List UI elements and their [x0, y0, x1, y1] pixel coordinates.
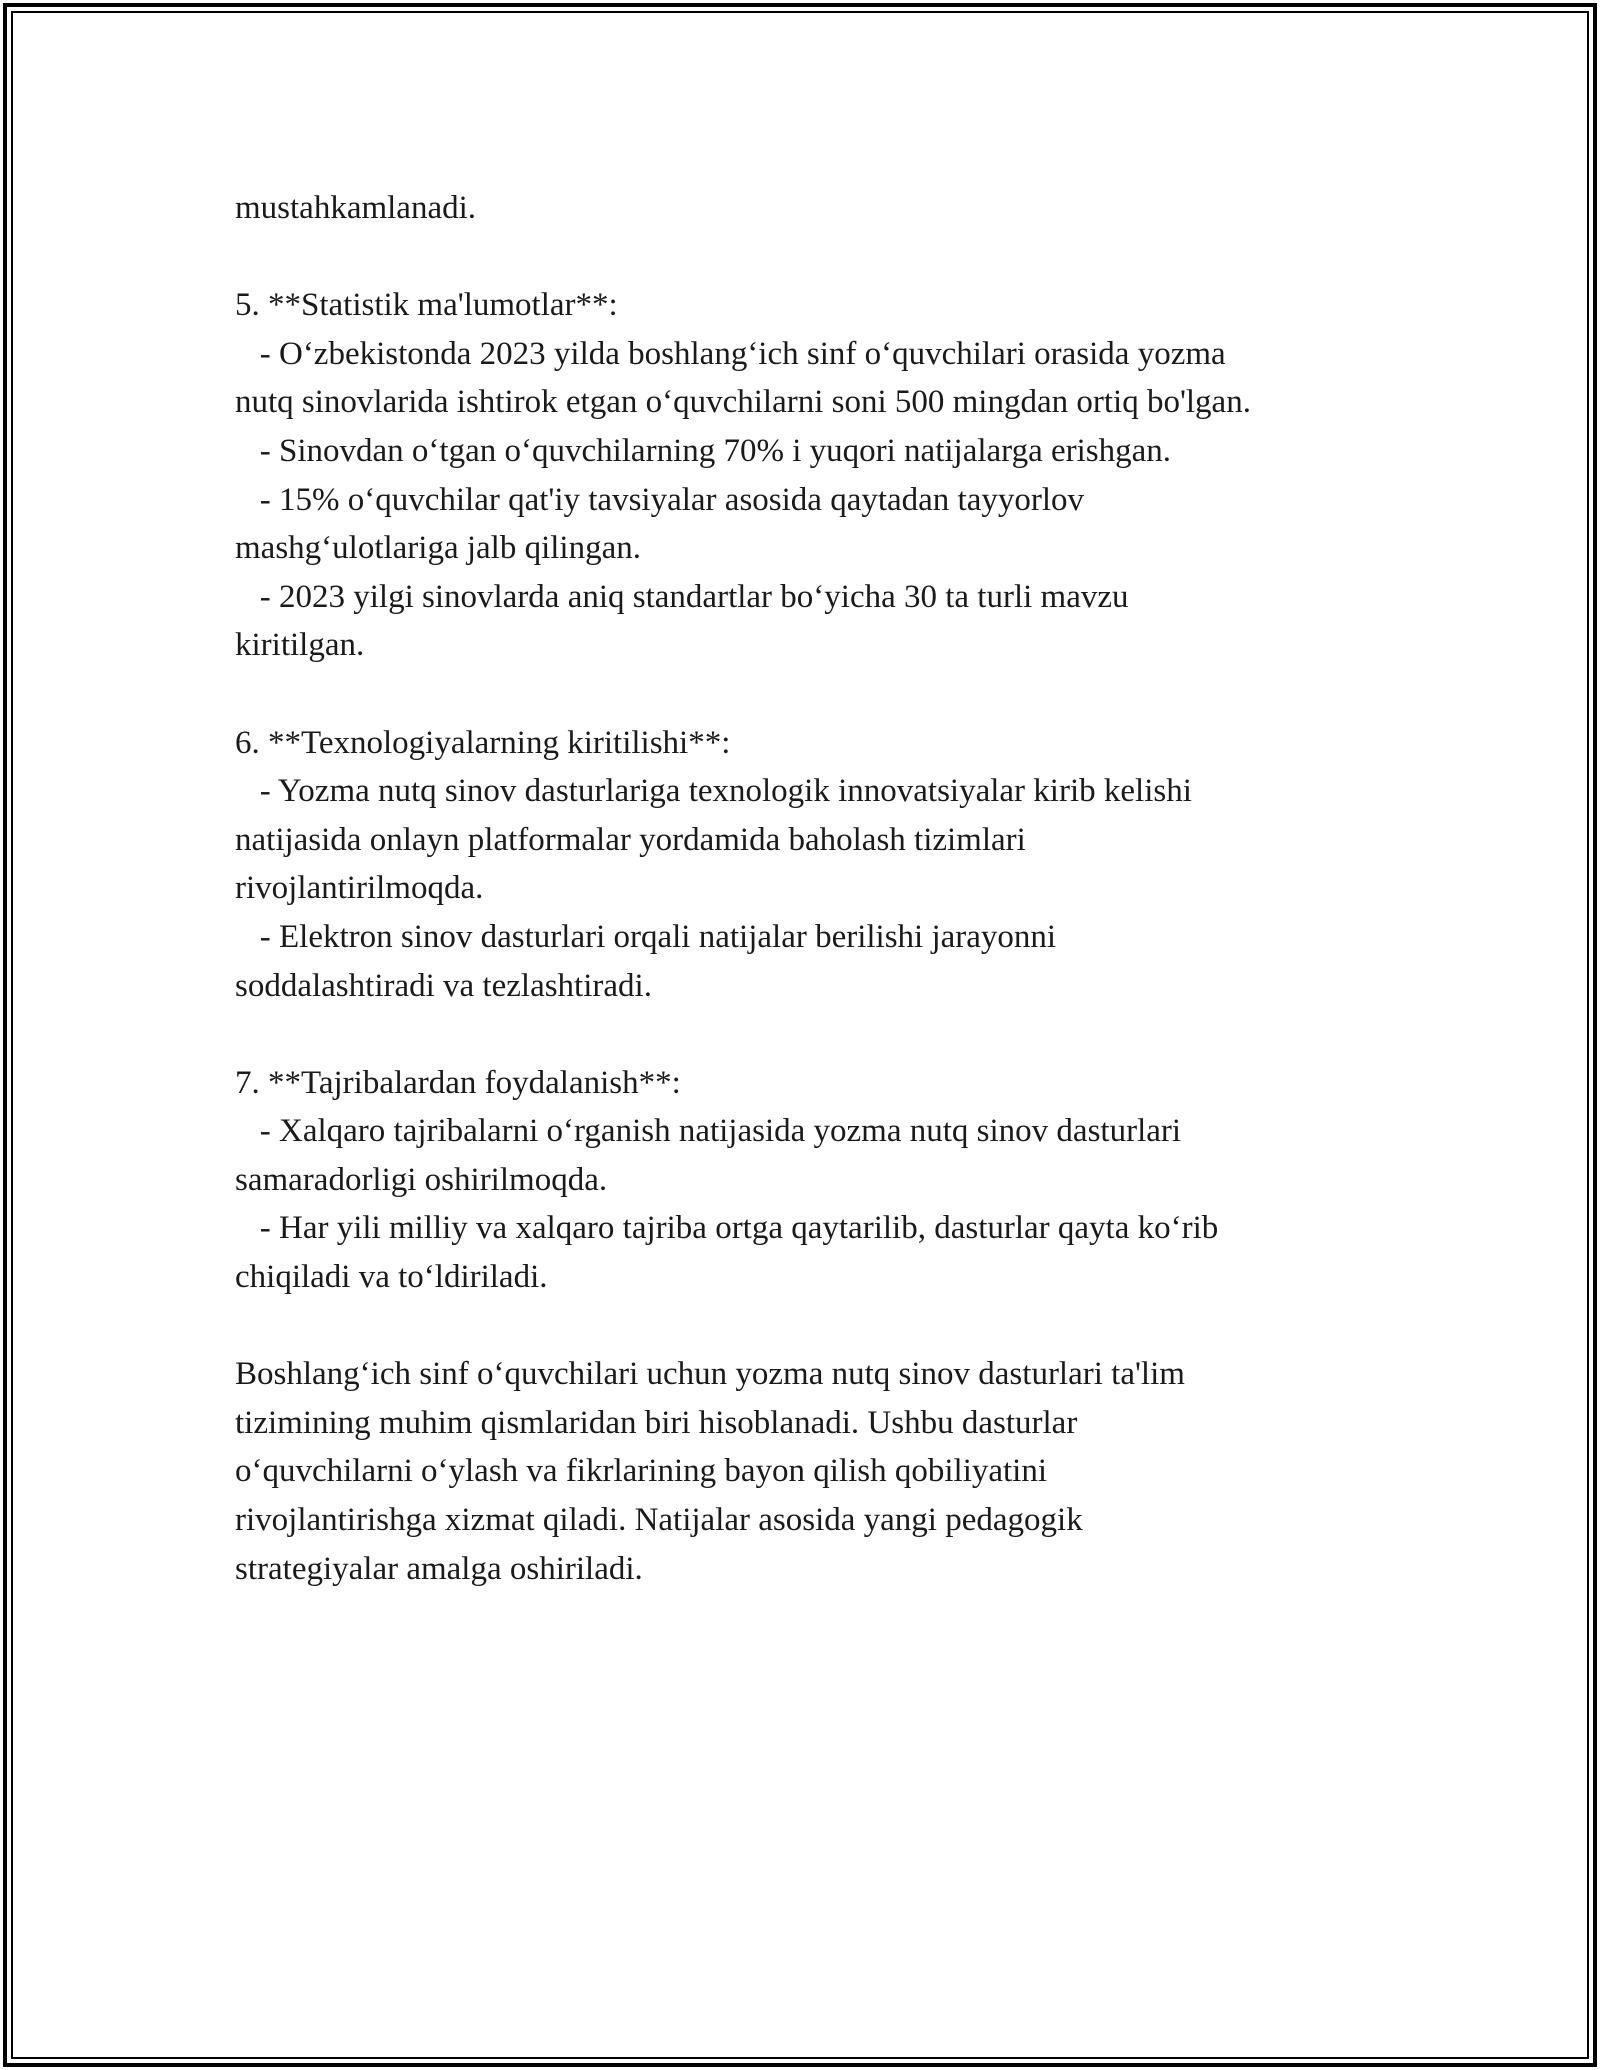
conclusion-line: Boshlang‘ich sinf o‘quvchilari uchun yozma nutq sinov dasturlari ta'lim [235, 1356, 1185, 1393]
conclusion-line: o‘quvchilarni o‘ylash va fikrlarining bayon qilish qobiliyatini [235, 1453, 1048, 1490]
blank-line [235, 1302, 1435, 1351]
blank-line [235, 670, 1435, 719]
text-line: chiqiladi va to‘ldiriladi. [235, 1259, 548, 1296]
blank-line [235, 1010, 1435, 1059]
text-line: nutq sinovlarida ishtirok etgan o‘quvchilarni soni 500 mingdan ortiq bo'lgan. [235, 384, 1251, 421]
blank-line [235, 233, 1435, 282]
conclusion-line: strategiyalar amalga oshiriladi. [235, 1550, 643, 1587]
text-line: mashg‘ulotlariga jalb qilingan. [235, 530, 641, 567]
document-body [235, 184, 1435, 1593]
text-line: - 2023 yilgi sinovlarda aniq standartlar bo‘yicha 30 ta turli mavzu [235, 578, 1129, 615]
text-line: - Elektron sinov dasturlari orqali natijalar berilishi jarayonni [235, 918, 1057, 955]
text-line: soddalashtiradi va tezlashtiradi. [235, 967, 652, 1004]
text-line: - 15% o‘quvchilar qat'iy tavsiyalar asosida qaytadan tayyorlov [235, 481, 1085, 518]
text-line: natijasida onlayn platformalar yordamida baholash tizimlari [235, 821, 1026, 858]
text-line: - Xalqaro tajribalarni o‘rganish natijasida yozma nutq sinov dasturlari [235, 1113, 1182, 1150]
text-line: - Yozma nutq sinov dasturlariga texnologik innovatsiyalar kirib kelishi [235, 773, 1192, 810]
text-line: kiritilgan. [235, 627, 365, 664]
conclusion-line: rivojlantirishga xizmat qiladi. Natijalar asosida yangi pedagogik [235, 1502, 1083, 1539]
text-line: - O‘zbekistonda 2023 yilda boshlang‘ich sinf o‘quvchilari orasida yozma [235, 335, 1226, 372]
text-line: mustahkamlanadi. [235, 190, 477, 226]
section-heading-6: 6. **Texnologiyalarning kiritilishi**: [235, 724, 731, 761]
text-line: - Sinovdan o‘tgan o‘quvchilarning 70% i yuqori natijalarga erishgan. [235, 432, 1172, 469]
section-heading-5: 5. **Statistik ma'lumotlar**: [235, 287, 618, 324]
conclusion-line: tizimining muhim qismlaridan biri hisoblanadi. Ushbu dasturlar [235, 1404, 1078, 1441]
section-heading-7: 7. **Tajribalardan foydalanish**: [235, 1064, 681, 1101]
text-line: - Har yili milliy va xalqaro tajriba ortga qaytarilib, dasturlar qayta ko‘rib [235, 1210, 1219, 1247]
text-line: rivojlantirilmoqda. [235, 870, 484, 907]
text-line: samaradorligi oshirilmoqda. [235, 1161, 608, 1198]
